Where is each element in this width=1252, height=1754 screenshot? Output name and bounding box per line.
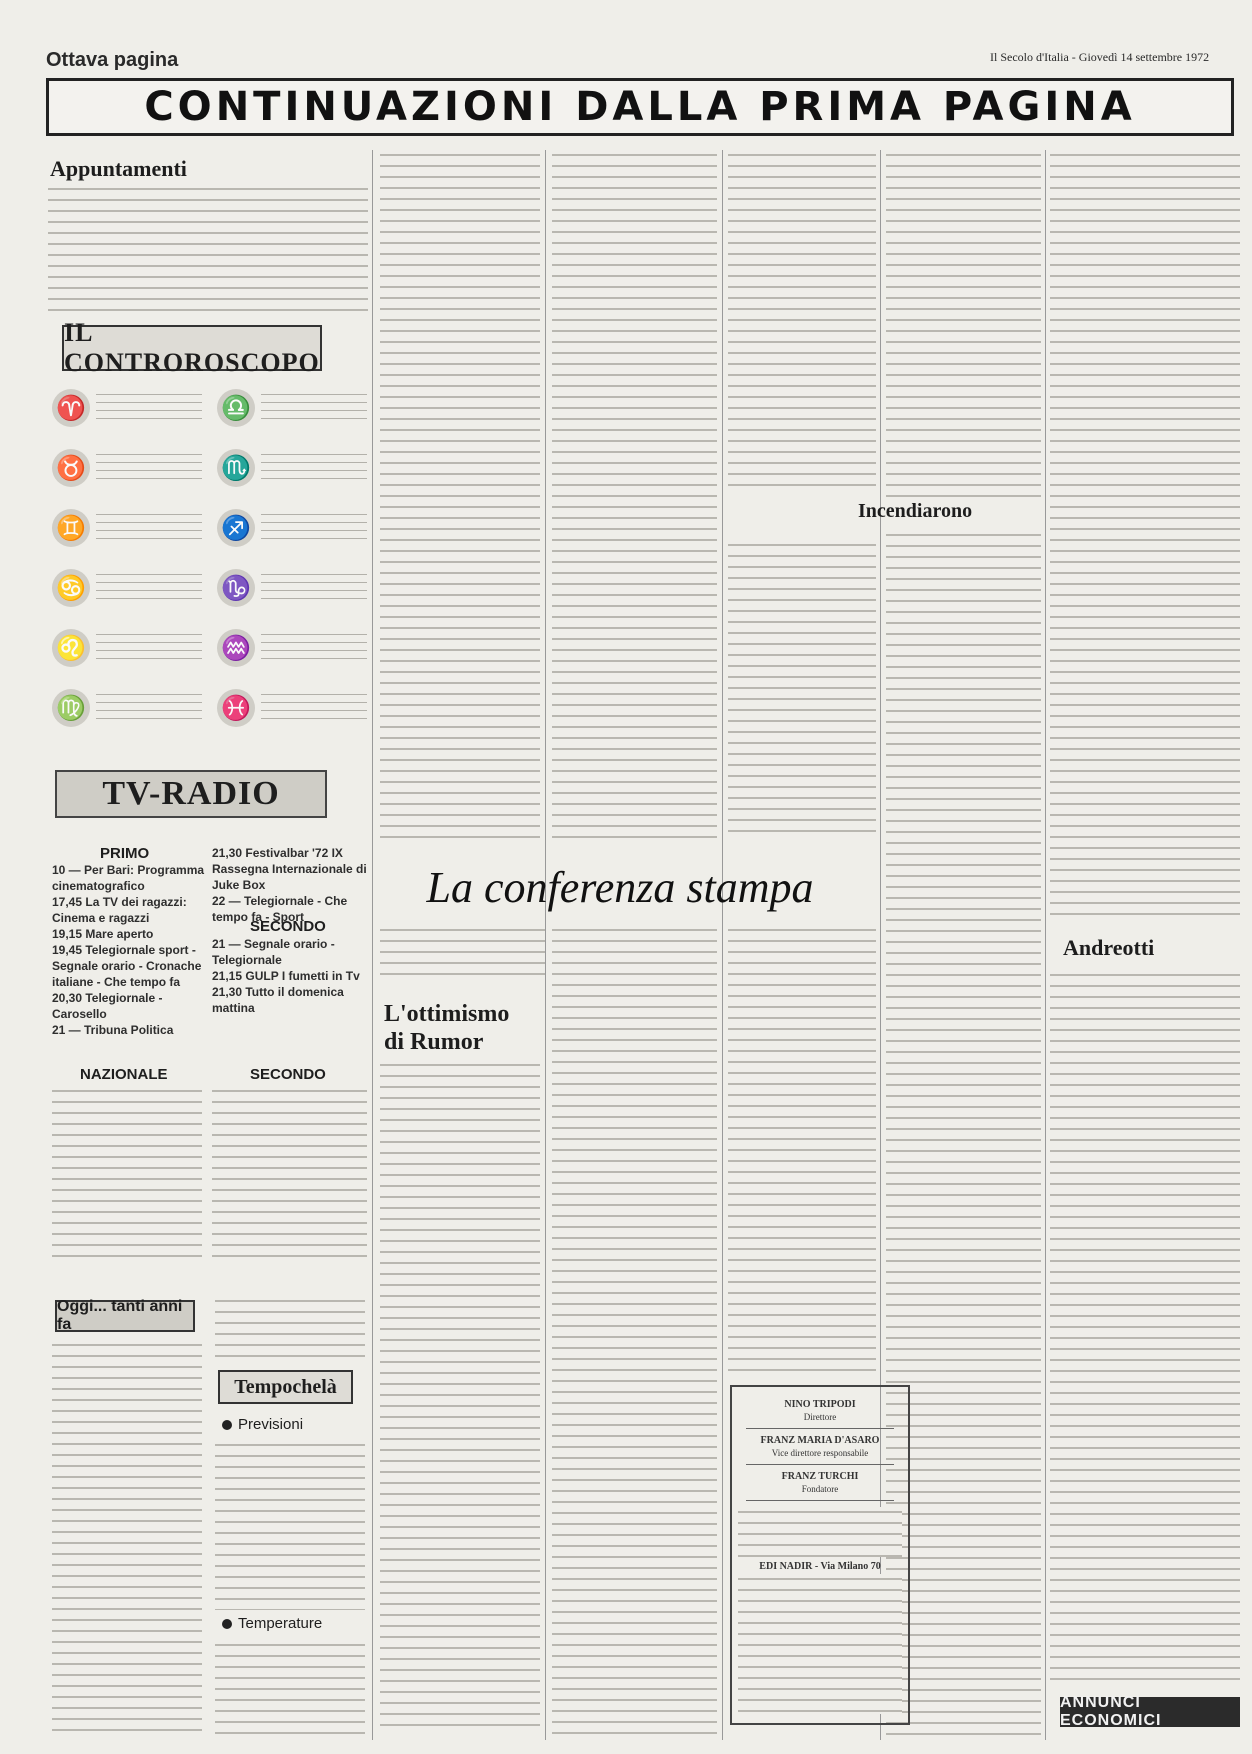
- ottimismo-text: [380, 1060, 540, 1735]
- cancer-icon: ♋: [52, 569, 90, 607]
- column-rule: [722, 150, 723, 1740]
- imprint-box: [730, 1385, 910, 1725]
- page-label: Ottava pagina: [46, 49, 179, 71]
- article-column-6-top: [1050, 150, 1240, 920]
- imprint-director: NINO TRIPODI: [784, 1399, 856, 1410]
- appuntamenti-heading: Appuntamenti: [50, 156, 187, 181]
- zodiac-leo: [52, 620, 202, 676]
- imprint-vice-role: Vice direttore responsabile: [771, 1448, 869, 1458]
- leo-icon: ♌: [52, 629, 90, 667]
- masthead-date: Il Secolo d'Italia - Giovedì 14 settembre 1972: [990, 50, 1210, 64]
- andreotti-heading: Andreotti: [1063, 935, 1155, 960]
- zodiac-gemini: [52, 500, 202, 556]
- controroscopo-title: IL CONTROROSCOPO: [62, 325, 322, 371]
- bullet-icon: [222, 1420, 232, 1430]
- article-column-6: [1050, 970, 1240, 1685]
- tv-item: 21 — Tribuna Politica: [52, 1023, 174, 1037]
- imprint-founder-role: Fondatore: [801, 1484, 839, 1494]
- capricorn-icon: ♑: [217, 569, 255, 607]
- zodiac-virgo: [52, 680, 202, 736]
- radio-secondo-text: [212, 1086, 367, 1266]
- previsioni-heading: Previsioni: [222, 1416, 303, 1433]
- zodiac-scorpio: [217, 440, 367, 496]
- temperature-text: [215, 1640, 365, 1735]
- sagittarius-icon: ♐: [217, 509, 255, 547]
- tv-primo-list: [52, 862, 212, 1038]
- zodiac-cancer: [52, 560, 202, 616]
- zodiac-aquarius: [217, 620, 367, 676]
- scorpio-icon: ♏: [217, 449, 255, 487]
- tv-secondo-heading: SECONDO: [250, 918, 326, 935]
- virgo-icon: ♍: [52, 689, 90, 727]
- zodiac-pisces: [217, 680, 367, 736]
- imprint-vice: FRANZ MARIA D'ASARO: [760, 1435, 880, 1446]
- radio-nazionale-text: [52, 1086, 202, 1266]
- article-column-5-top: [886, 150, 1041, 500]
- tv-item: 21,30 Tutto il domenica mattina: [212, 985, 344, 1015]
- article-column-3: [552, 150, 717, 840]
- ottimismo-heading: L'ottimismo di Rumor: [384, 1001, 510, 1055]
- tv-item: 19,45 Telegiornale sport - Segnale orario - Cronache italiane - Che tempo fa: [52, 943, 202, 989]
- article-column-2: [380, 150, 540, 840]
- zodiac-sagittarius: [217, 500, 367, 556]
- radio-secondo-heading: SECONDO: [250, 1066, 326, 1083]
- conferenza-text-b: [728, 925, 876, 1375]
- tv-primo-heading: PRIMO: [100, 845, 150, 862]
- tv-item: 21,15 GULP I fumetti in Tv: [212, 969, 360, 983]
- imprint-director-role: Direttore: [803, 1412, 837, 1422]
- column-rule: [372, 150, 373, 1740]
- libra-icon: ♎: [217, 389, 255, 427]
- gemini-icon: ♊: [52, 509, 90, 547]
- appuntamenti-text: [48, 184, 368, 312]
- tv-primo-right-list: [212, 845, 370, 925]
- notes-text: [215, 1296, 365, 1362]
- zodiac-libra: [217, 380, 367, 436]
- aquarius-icon: ♒: [217, 629, 255, 667]
- column-rule: [545, 150, 546, 1740]
- tv-item: 21,30 Festivalbar '72 IX Rassegna Internazionale di Juke Box: [212, 846, 367, 892]
- zodiac-capricorn: [217, 560, 367, 616]
- tv-item: 22 — Telegiornale - Che tempo fa - Sport: [212, 894, 348, 924]
- zodiac-aries: [52, 380, 202, 436]
- zodiac-taurus: [52, 440, 202, 496]
- tv-item: 21 — Segnale orario - Telegiornale: [212, 937, 335, 967]
- imprint-distribution: EDI NADIR - Via Milano 70: [759, 1561, 881, 1572]
- tempochela-title: Tempochelà: [218, 1370, 353, 1404]
- incendiarono-heading: Incendiarono: [858, 500, 973, 522]
- conferenza-intro: [380, 925, 545, 980]
- bullet-icon: [222, 1619, 232, 1629]
- taurus-icon: ♉: [52, 449, 90, 487]
- article-column-4-top: [728, 150, 876, 490]
- previsioni-text: [215, 1440, 365, 1610]
- conferenza-title: La conferenza stampa: [426, 863, 814, 912]
- article-column-4-mid: [728, 540, 876, 840]
- annunci-title: ANNUNCI ECONOMICI: [1060, 1697, 1240, 1727]
- temperature-heading: Temperature: [222, 1615, 322, 1632]
- tv-item: 20,30 Telegiornale - Carosello: [52, 991, 163, 1021]
- aries-icon: ♈: [52, 389, 90, 427]
- tv-item: 17,45 La TV dei ragazzi: Cinema e ragazzi: [52, 895, 187, 925]
- tv-secondo-list: [212, 936, 370, 1016]
- controroscopo-grid: [52, 380, 372, 750]
- conferenza-text-a: [552, 925, 717, 1735]
- oggi-text: [52, 1340, 202, 1735]
- radio-nazionale-heading: NAZIONALE: [80, 1066, 168, 1083]
- tv-item: 10 — Per Bari: Programma cinematografico: [52, 863, 205, 893]
- tvradio-title: TV-RADIO: [55, 770, 327, 818]
- oggi-title: Oggi... tanti anni fa: [55, 1300, 195, 1332]
- imprint-founder: FRANZ TURCHI: [781, 1471, 859, 1482]
- column-rule: [1045, 150, 1046, 1740]
- tv-item: 19,15 Mare aperto: [52, 927, 154, 941]
- pisces-icon: ♓: [217, 689, 255, 727]
- banner-title: CONTINUAZIONI DALLA PRIMA PAGINA: [46, 78, 1234, 136]
